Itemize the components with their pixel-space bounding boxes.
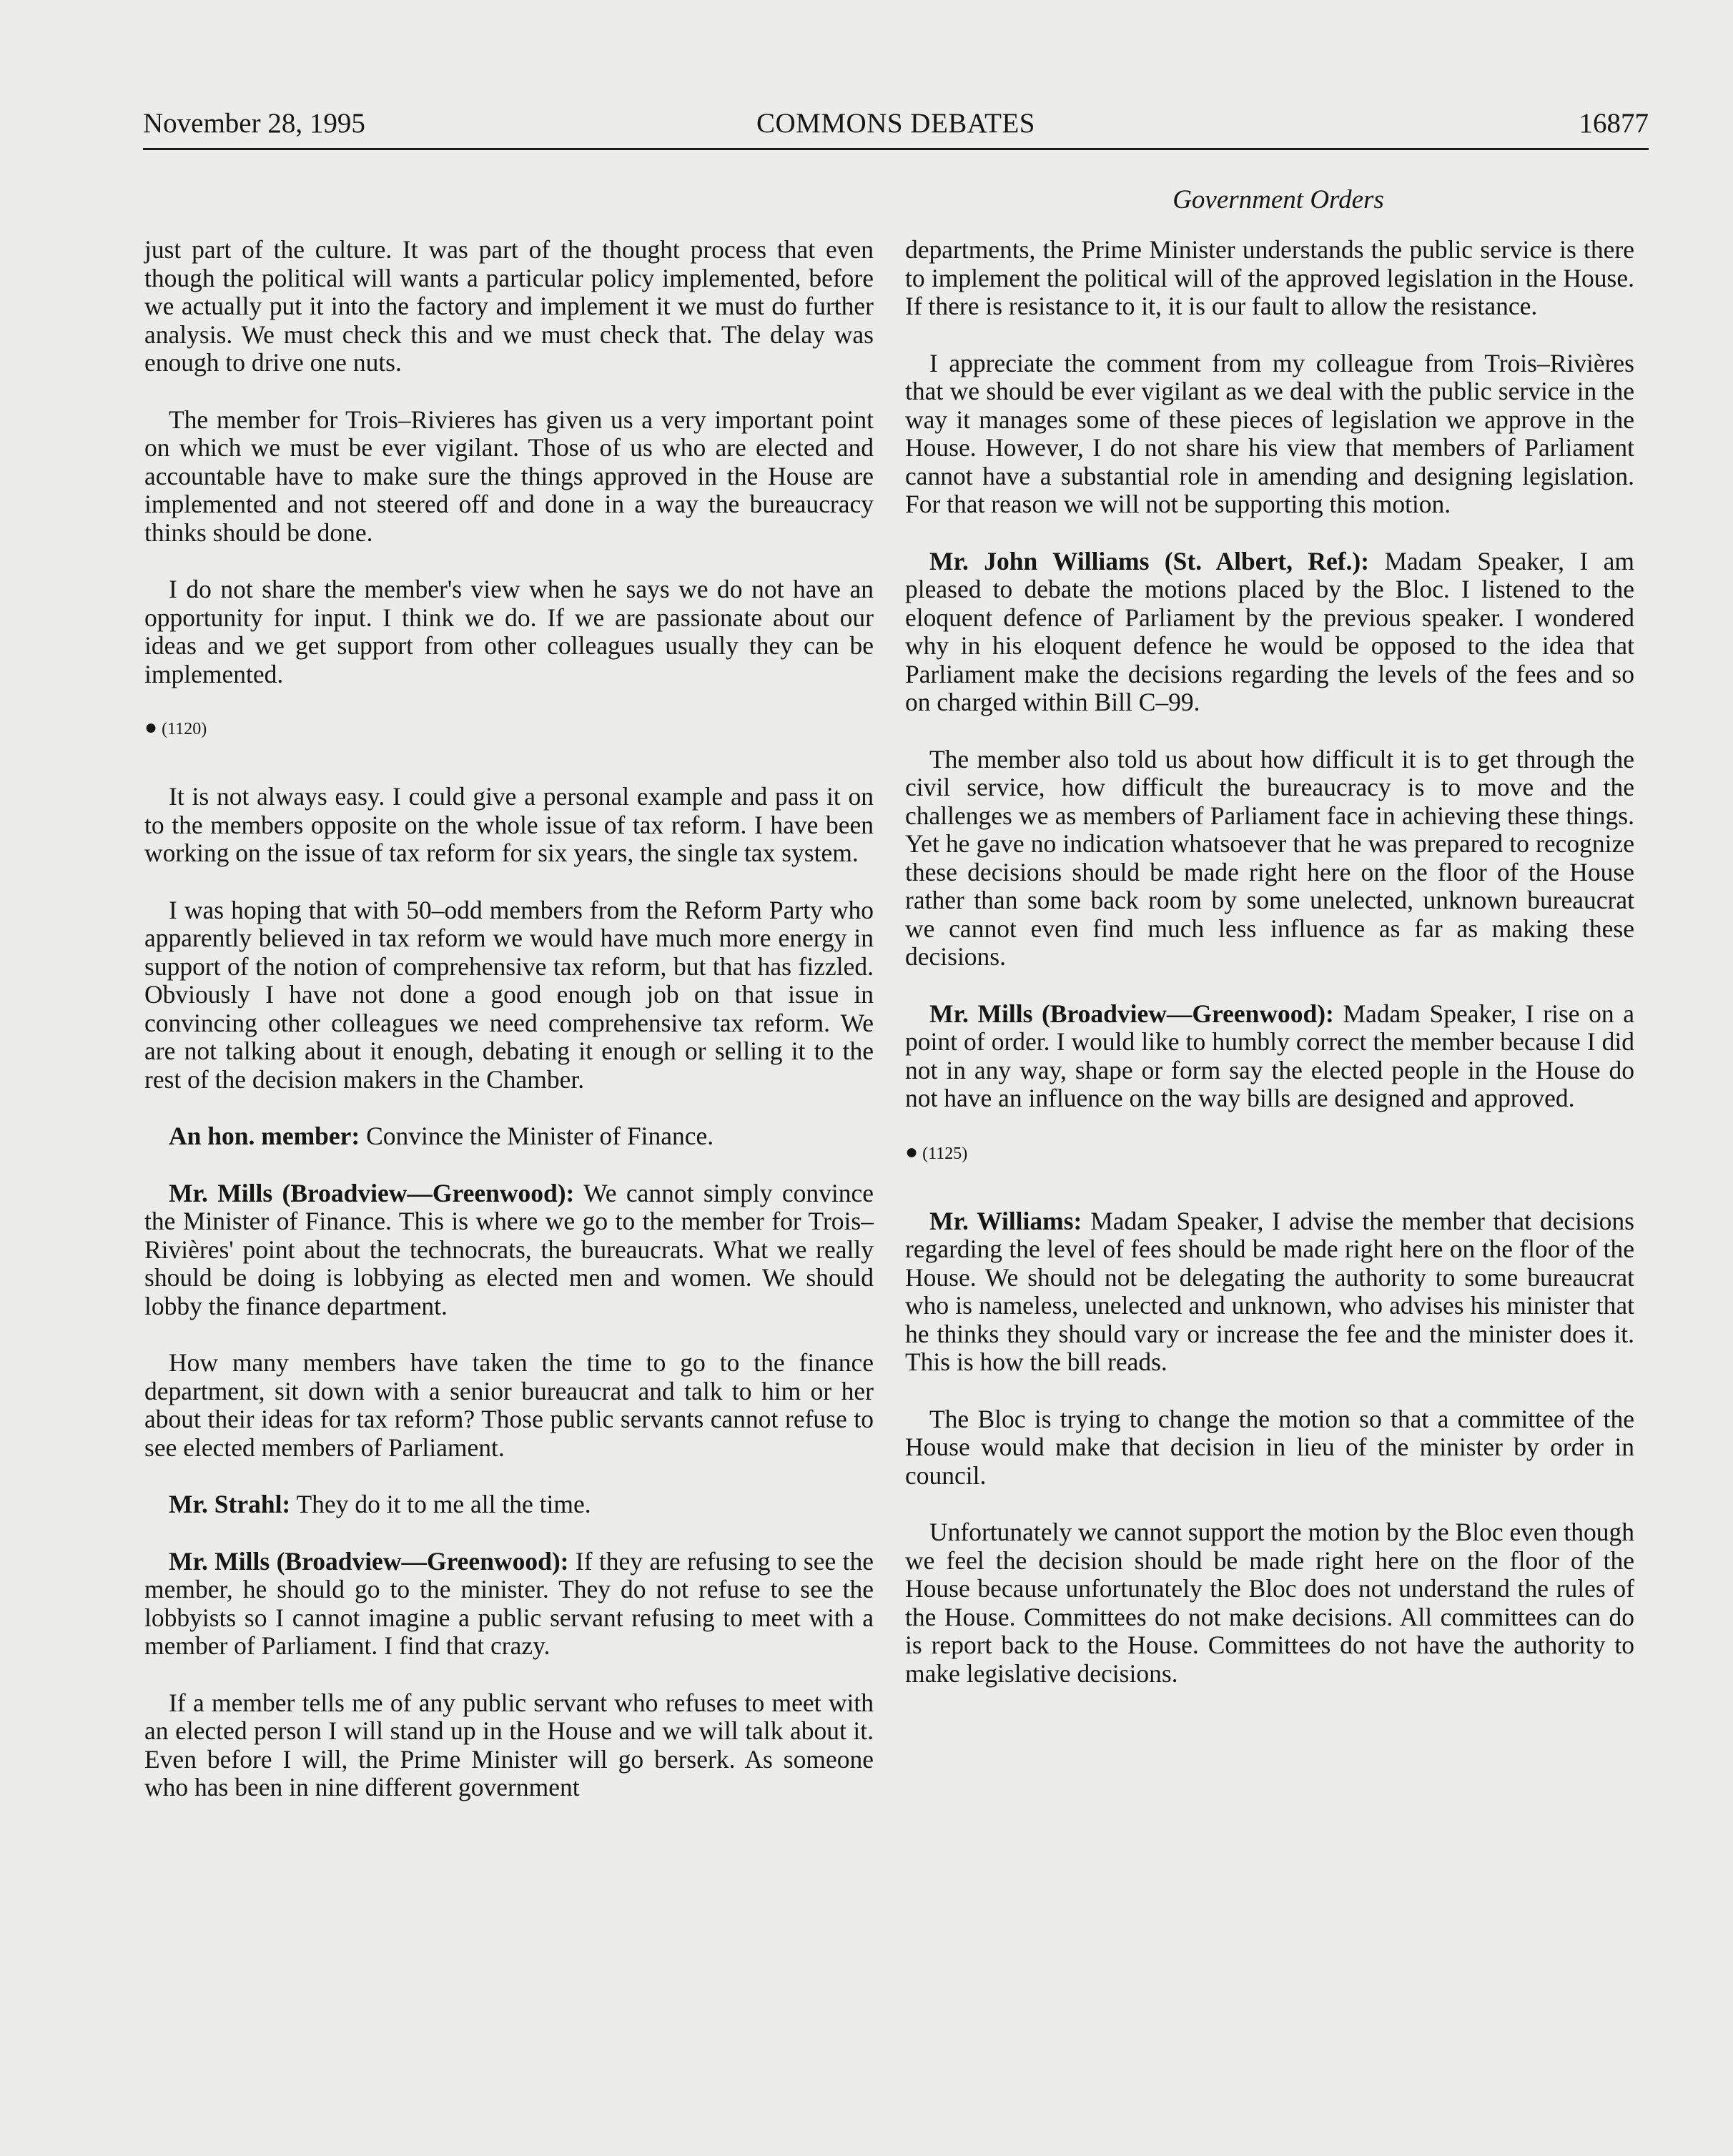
paragraph: The member also told us about how difficult it is to get through the civil service, how difficult the bureaucracy is to move and the challenges we as members of Parliament face in achieving these things. Yet he gave no indication whatsoever that he was prepared to recognize these decisions should be made right here on the floor of the House rather than some back room by some unelected, unknown bureaucrat we cannot even find much less influence as far as making these decisions.	[905, 744, 1634, 971]
time-marker-label: (1125)	[922, 1144, 968, 1163]
speech-text: They do it to me all the time.	[290, 1490, 591, 1518]
time-marker	[144, 717, 874, 740]
header-title: COMMONS DEBATES	[756, 108, 1035, 139]
speech-text: Convince the Minister of Finance.	[360, 1122, 714, 1150]
paragraph: just part of the culture. It was part of the thought process that even though the political will wants a particular policy implemented, before we actually put it into the factory and implement it we must do further analysis. We must check this and we must check that. The delay was enough to drive one nuts.	[144, 235, 874, 377]
speaker-name: Mr. Strahl:	[169, 1490, 291, 1518]
paragraph: It is not always easy. I could give a personal example and pass it on to the members opposite on the whole issue of tax reform. I have been working on the issue of tax reform for six years, the single tax system.	[144, 782, 874, 867]
speech-paragraph	[905, 1207, 1634, 1377]
speech-paragraph	[144, 1490, 874, 1519]
speech-text: Madam Speaker, I advise the member that decisions regarding the level of fees should be made right here on the floor of the House. We should not be delegating the authority to some bureaucrat who is nameless, unelected and unknown, who advises his minister that he thinks they should vary or increase the fee and the minister does it. This is how the bill reads.	[905, 1206, 1634, 1376]
left-column	[144, 236, 874, 1831]
paragraph: The member for Trois–Rivieres has given us a very important point on which we must be ever vigilant. Those of us who are elected and accountable have to make sure the things approved in the House are implemented and not steered off and done in a way the bureaucracy thinks should be done.	[144, 405, 874, 547]
speech-text: We cannot simply convince the Minister of Finance. This is where we go to the member for Trois–Rivières' point about the technocrats, the bureaucrats. What we really should be doing is lobbying as elected men and women. We should lobby the finance department.	[144, 1178, 874, 1320]
speech-paragraph	[144, 1548, 874, 1661]
right-column	[905, 236, 1634, 1716]
speaker-name: An hon. member:	[169, 1122, 360, 1150]
paragraph: Unfortunately we cannot support the motion by the Bloc even though we feel the decision should be made right here on the floor of the House because unfortunately the Bloc does not understand the rules of the House. Committees do not make decisions. All committees can do is report back to the House. Committees do not have the authority to make legislative decisions.	[905, 1518, 1634, 1688]
paragraph: I do not share the member's view when he says we do not have an opportunity for input. I think we do. If we are passionate about our ideas and we get support from other colleagues usually they can be implemented.	[144, 575, 874, 688]
speech-text: Madam Speaker, I rise on a point of order. I would like to humbly correct the member because I did not in any way, shape or form say the elected people in the House do not have an influence on the way bills are designed and approved.	[905, 999, 1634, 1112]
speech-paragraph	[905, 548, 1634, 717]
section-label: Government Orders	[1172, 185, 1384, 214]
time-marker	[905, 1139, 1634, 1164]
paragraph: I appreciate the comment from my colleague from Trois–Rivières that we should be ever vigilant as we deal with the public service in the way it manages some of these pieces of legislation we approve in the House. However, I do not share his view that members of Parliament cannot have a substantial role in amending and designing legislation. For that reason we will not be supporting this motion.	[905, 348, 1634, 518]
speaker-name: Mr. Mills (Broadview—Greenwood):	[169, 1546, 569, 1576]
speech-paragraph	[144, 1122, 874, 1151]
speaker-name: Mr. Mills (Broadview—Greenwood):	[929, 999, 1334, 1028]
speech-text: Madam Speaker, I am pleased to debate the motions placed by the Bloc. I listened to the eloquent defence of Parliament by the previous speaker. I wondered why in his eloquent defence he would be opposed to the idea that Parliament make the decisions regarding the levels of the fees and so on charged within Bill C–99.	[905, 546, 1634, 716]
paragraph: If a member tells me of any public servant who refuses to meet with an elected person I will stand up in the House and we will talk about it. Even before I will, the Prime Minister will go berserk. As someone who has been in nine different government	[144, 1688, 874, 1801]
paragraph: How many members have taken the time to go to the finance department, sit down with a senior bureaucrat and talk to him or her about their ideas for tax reform? Those public servants cannot refuse to see elected members of Parliament.	[144, 1348, 874, 1462]
page-header	[143, 107, 1649, 147]
speaker-name: Mr. Mills (Broadview—Greenwood):	[169, 1178, 575, 1207]
speech-paragraph	[905, 1000, 1634, 1113]
paragraph: The Bloc is trying to change the motion so that a committee of the House would make that decision in lieu of the minister by order in council.	[905, 1404, 1634, 1490]
speaker-name: Mr. John Williams (St. Albert, Ref.):	[929, 546, 1370, 575]
paragraph: I was hoping that with 50–odd members from the Reform Party who apparently believed in tax reform we would have much more energy in support of the notion of comprehensive tax reform, but that has fizzled. Obviously I have not done a good enough job on that issue in convincing other colleagues we need comprehensive tax reform. We are not talking about it enough, debating it enough or selling it to the rest of the decision makers in the Chamber.	[144, 895, 874, 1094]
header-rule	[143, 148, 1649, 150]
paragraph: departments, the Prime Minister understands the public service is there to implement the political will of the approved legislation in the House. If there is resistance to it, it is our fault to allow the resistance.	[905, 235, 1634, 320]
header-page-number: 16877	[1579, 108, 1649, 139]
bullet-icon: ●	[905, 1139, 919, 1164]
bullet-icon: ●	[144, 716, 158, 739]
header-date: November 28, 1995	[143, 108, 365, 139]
speech-paragraph	[144, 1180, 874, 1321]
speech-text: If they are refusing to see the member, he should go to the minister. They do not refuse to see the lobbyists so I cannot imagine a public servant refusing to meet with a member of Parliament. I find that crazy.	[144, 1546, 874, 1660]
time-marker-label: (1120)	[162, 720, 207, 738]
speaker-name: Mr. Williams:	[929, 1206, 1082, 1235]
